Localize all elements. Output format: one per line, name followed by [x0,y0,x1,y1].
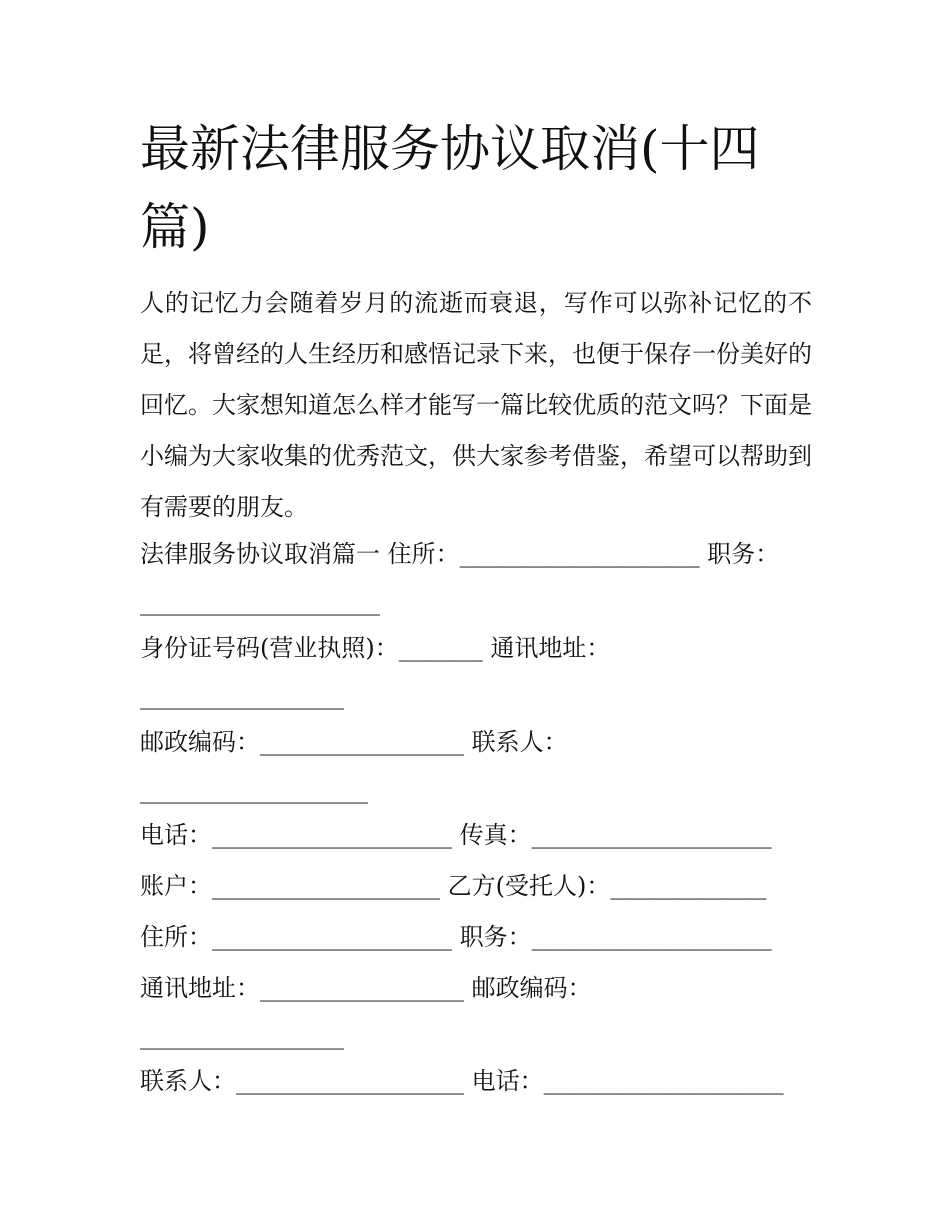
form-line-phone-fax: 电话：____________________ 传真：____________________ [140,821,772,849]
form-line-party-address-position: 法律服务协议取消篇一 住所：____________________ 职务： [140,540,780,568]
form-line-postcode-blank: _________________ [140,1022,344,1050]
form-line-account-party-b: 账户：___________________ 乙方(受托人)：_____________ [140,872,767,900]
form-line-mailing-address-blank: _________________ [140,682,344,710]
form-line-id-mailing-address: 身份证号码(营业执照)：_______ 通讯地址： [140,634,611,662]
form-line-postcode-contact: 邮政编码：_________________ 联系人： [140,728,568,756]
form-line-position-blank: ____________________ [140,588,380,616]
form-line-address-position: 住所：____________________ 职务：____________________ [140,923,772,951]
intro-paragraph: 人的记忆力会随着岁月的流逝而衰退，写作可以弥补记忆的不足，将曾经的人生经历和感悟记录下来，也便于保存一份美好的回忆。大家想知道怎么样才能写一篇比较优质的范文吗？下面是小编为大家收集的优秀范文，供大家参考借鉴，希望可以帮助到有需要的朋友。 [140,289,812,521]
form-line-mailing-address-postcode: 通讯地址：_________________ 邮政编码： [140,974,592,1002]
form-line-contact-blank: ___________________ [140,776,368,804]
document-title: 最新法律服务协议取消(十四篇) [140,120,760,256]
form-line-contact-phone: 联系人：___________________ 电话：____________________ [140,1067,784,1095]
